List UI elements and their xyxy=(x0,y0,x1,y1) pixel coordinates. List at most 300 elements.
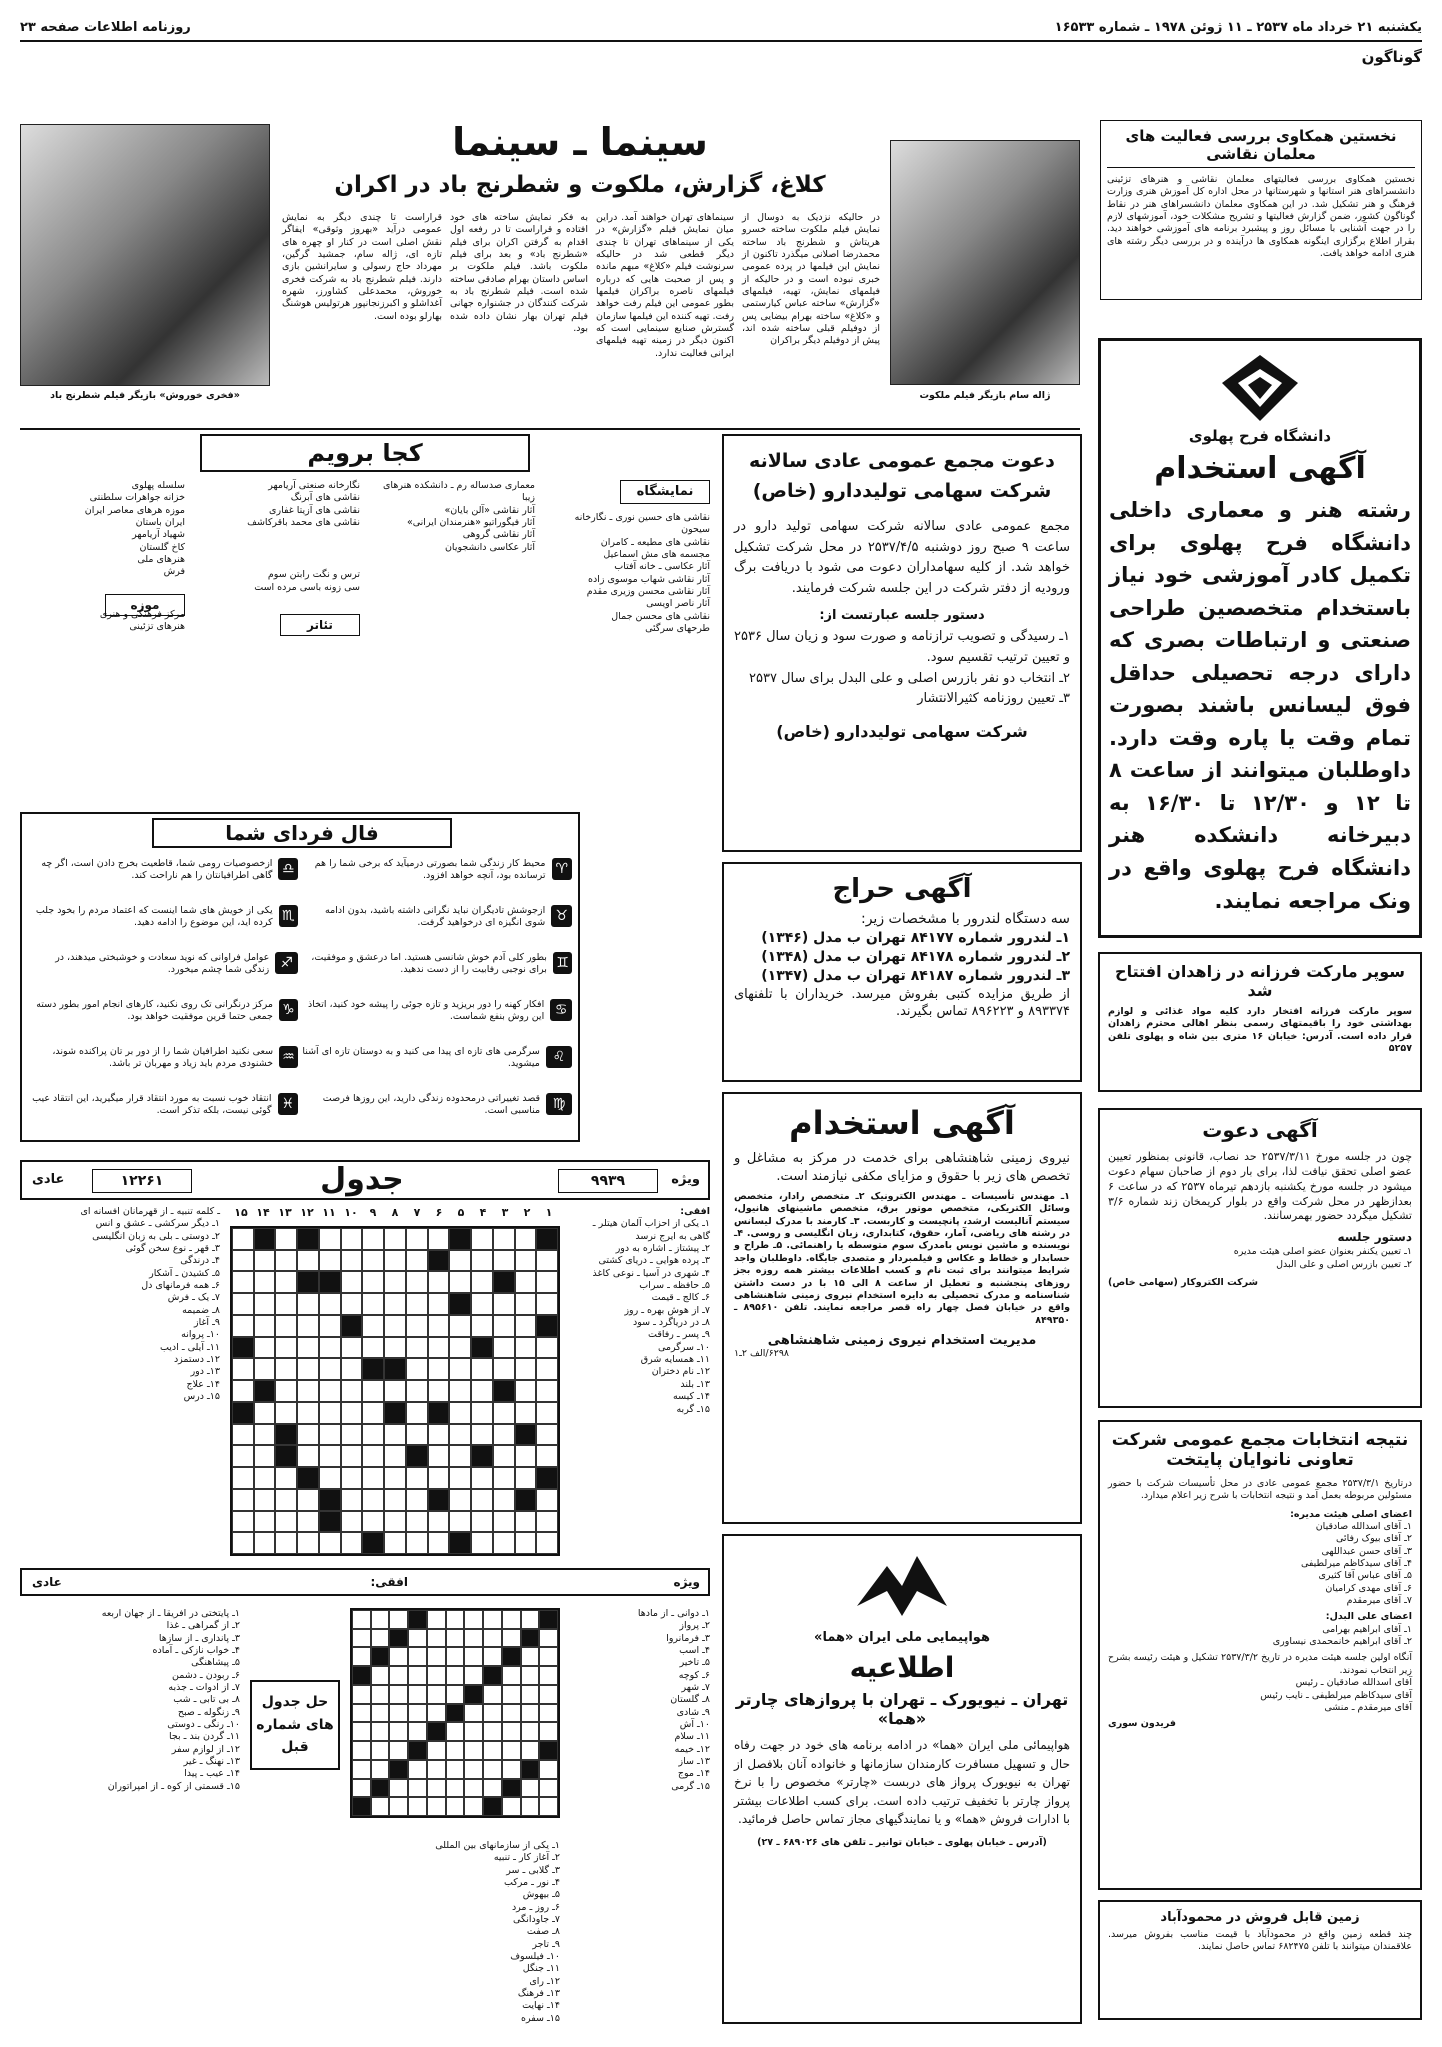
crossword-cell[interactable] xyxy=(464,1685,483,1704)
crossword-cell[interactable] xyxy=(371,1722,390,1741)
crossword-cell[interactable] xyxy=(232,1271,254,1293)
crossword-cell[interactable] xyxy=(406,1271,428,1293)
crossword-cell[interactable] xyxy=(275,1337,297,1359)
crossword-cell[interactable] xyxy=(536,1358,558,1380)
crossword-cell[interactable] xyxy=(297,1467,319,1489)
crossword-cell[interactable] xyxy=(449,1250,471,1272)
crossword-cell[interactable] xyxy=(536,1532,558,1554)
crossword-cell[interactable] xyxy=(536,1293,558,1315)
crossword-cell[interactable] xyxy=(515,1402,537,1424)
crossword-cell[interactable] xyxy=(521,1797,540,1816)
crossword-cell[interactable] xyxy=(384,1315,406,1337)
crossword-cell[interactable] xyxy=(352,1629,371,1648)
crossword-cell[interactable] xyxy=(297,1402,319,1424)
crossword-cell[interactable] xyxy=(406,1337,428,1359)
crossword-cell[interactable] xyxy=(427,1797,446,1816)
crossword-cell[interactable] xyxy=(428,1337,450,1359)
crossword2-grid[interactable] xyxy=(350,1608,560,1818)
crossword-cell[interactable] xyxy=(319,1532,341,1554)
crossword-cell[interactable] xyxy=(536,1511,558,1533)
crossword-cell[interactable] xyxy=(536,1380,558,1402)
crossword-cell[interactable] xyxy=(232,1402,254,1424)
crossword-cell[interactable] xyxy=(427,1704,446,1723)
crossword-cell[interactable] xyxy=(446,1741,465,1760)
crossword-cell[interactable] xyxy=(384,1337,406,1359)
crossword-cell[interactable] xyxy=(319,1315,341,1337)
crossword-cell[interactable] xyxy=(341,1445,363,1467)
crossword-cell[interactable] xyxy=(483,1629,502,1648)
crossword-cell[interactable] xyxy=(254,1467,276,1489)
crossword-cell[interactable] xyxy=(449,1511,471,1533)
crossword-cell[interactable] xyxy=(362,1337,384,1359)
crossword-cell[interactable] xyxy=(352,1760,371,1779)
crossword-cell[interactable] xyxy=(384,1380,406,1402)
crossword-cell[interactable] xyxy=(515,1445,537,1467)
crossword-cell[interactable] xyxy=(539,1629,558,1648)
crossword-cell[interactable] xyxy=(502,1779,521,1798)
crossword-cell[interactable] xyxy=(275,1358,297,1380)
crossword-cell[interactable] xyxy=(232,1380,254,1402)
crossword-cell[interactable] xyxy=(341,1337,363,1359)
crossword-cell[interactable] xyxy=(471,1271,493,1293)
crossword-cell[interactable] xyxy=(319,1424,341,1446)
crossword-cell[interactable] xyxy=(471,1467,493,1489)
crossword-cell[interactable] xyxy=(521,1629,540,1648)
crossword-cell[interactable] xyxy=(449,1315,471,1337)
crossword-cell[interactable] xyxy=(384,1424,406,1446)
crossword-cell[interactable] xyxy=(427,1685,446,1704)
crossword-cell[interactable] xyxy=(464,1666,483,1685)
crossword-cell[interactable] xyxy=(464,1760,483,1779)
crossword-cell[interactable] xyxy=(446,1629,465,1648)
crossword-cell[interactable] xyxy=(408,1741,427,1760)
crossword-cell[interactable] xyxy=(427,1666,446,1685)
crossword-cell[interactable] xyxy=(493,1424,515,1446)
crossword-cell[interactable] xyxy=(389,1610,408,1629)
crossword-cell[interactable] xyxy=(408,1610,427,1629)
crossword-cell[interactable] xyxy=(362,1445,384,1467)
crossword-cell[interactable] xyxy=(297,1250,319,1272)
crossword-cell[interactable] xyxy=(502,1722,521,1741)
crossword-cell[interactable] xyxy=(352,1647,371,1666)
crossword-cell[interactable] xyxy=(254,1380,276,1402)
crossword-cell[interactable] xyxy=(341,1358,363,1380)
crossword-cell[interactable] xyxy=(408,1629,427,1648)
crossword-cell[interactable] xyxy=(471,1424,493,1446)
crossword-cell[interactable] xyxy=(536,1445,558,1467)
crossword-cell[interactable] xyxy=(275,1424,297,1446)
crossword-cell[interactable] xyxy=(408,1704,427,1723)
crossword-cell[interactable] xyxy=(446,1722,465,1741)
crossword-cell[interactable] xyxy=(515,1424,537,1446)
crossword-cell[interactable] xyxy=(471,1337,493,1359)
crossword-cell[interactable] xyxy=(521,1722,540,1741)
crossword-cell[interactable] xyxy=(232,1293,254,1315)
crossword-cell[interactable] xyxy=(427,1779,446,1798)
crossword-cell[interactable] xyxy=(362,1293,384,1315)
crossword-cell[interactable] xyxy=(408,1685,427,1704)
crossword-cell[interactable] xyxy=(362,1315,384,1337)
crossword-cell[interactable] xyxy=(319,1511,341,1533)
crossword-cell[interactable] xyxy=(521,1704,540,1723)
crossword-cell[interactable] xyxy=(384,1228,406,1250)
crossword-cell[interactable] xyxy=(389,1722,408,1741)
crossword-cell[interactable] xyxy=(232,1467,254,1489)
crossword-cell[interactable] xyxy=(521,1666,540,1685)
crossword-cell[interactable] xyxy=(352,1610,371,1629)
crossword-cell[interactable] xyxy=(406,1489,428,1511)
crossword-cell[interactable] xyxy=(449,1293,471,1315)
crossword-cell[interactable] xyxy=(341,1402,363,1424)
crossword-cell[interactable] xyxy=(428,1380,450,1402)
crossword-cell[interactable] xyxy=(471,1532,493,1554)
crossword-cell[interactable] xyxy=(536,1337,558,1359)
crossword-cell[interactable] xyxy=(371,1741,390,1760)
crossword-cell[interactable] xyxy=(406,1532,428,1554)
crossword-cell[interactable] xyxy=(502,1610,521,1629)
crossword-cell[interactable] xyxy=(521,1610,540,1629)
crossword-cell[interactable] xyxy=(493,1489,515,1511)
crossword-cell[interactable] xyxy=(384,1402,406,1424)
crossword-cell[interactable] xyxy=(232,1250,254,1272)
crossword-cell[interactable] xyxy=(384,1467,406,1489)
crossword-cell[interactable] xyxy=(427,1647,446,1666)
crossword-cell[interactable] xyxy=(428,1532,450,1554)
crossword-cell[interactable] xyxy=(232,1337,254,1359)
crossword-cell[interactable] xyxy=(362,1358,384,1380)
crossword-cell[interactable] xyxy=(539,1722,558,1741)
crossword-cell[interactable] xyxy=(362,1271,384,1293)
crossword-cell[interactable] xyxy=(539,1610,558,1629)
crossword-cell[interactable] xyxy=(536,1467,558,1489)
crossword-cell[interactable] xyxy=(515,1250,537,1272)
crossword-cell[interactable] xyxy=(515,1489,537,1511)
crossword-cell[interactable] xyxy=(493,1532,515,1554)
crossword-cell[interactable] xyxy=(464,1647,483,1666)
crossword-cell[interactable] xyxy=(384,1271,406,1293)
crossword-cell[interactable] xyxy=(471,1511,493,1533)
crossword-cell[interactable] xyxy=(232,1532,254,1554)
crossword-cell[interactable] xyxy=(515,1337,537,1359)
crossword-cell[interactable] xyxy=(362,1380,384,1402)
crossword-cell[interactable] xyxy=(539,1797,558,1816)
crossword-cell[interactable] xyxy=(521,1685,540,1704)
crossword-cell[interactable] xyxy=(483,1610,502,1629)
crossword-cell[interactable] xyxy=(471,1402,493,1424)
crossword-cell[interactable] xyxy=(371,1797,390,1816)
crossword-cell[interactable] xyxy=(449,1337,471,1359)
crossword-cell[interactable] xyxy=(428,1511,450,1533)
crossword-cell[interactable] xyxy=(341,1271,363,1293)
crossword-cell[interactable] xyxy=(371,1779,390,1798)
crossword-cell[interactable] xyxy=(493,1402,515,1424)
crossword-cell[interactable] xyxy=(362,1489,384,1511)
crossword-cell[interactable] xyxy=(254,1424,276,1446)
crossword-cell[interactable] xyxy=(389,1741,408,1760)
crossword-cell[interactable] xyxy=(319,1271,341,1293)
crossword-cell[interactable] xyxy=(406,1467,428,1489)
crossword-cell[interactable] xyxy=(449,1358,471,1380)
crossword-cell[interactable] xyxy=(446,1685,465,1704)
crossword-cell[interactable] xyxy=(428,1228,450,1250)
crossword-cell[interactable] xyxy=(408,1722,427,1741)
crossword-cell[interactable] xyxy=(389,1704,408,1723)
crossword-cell[interactable] xyxy=(362,1228,384,1250)
crossword-cell[interactable] xyxy=(389,1779,408,1798)
crossword-cell[interactable] xyxy=(232,1489,254,1511)
crossword-cell[interactable] xyxy=(362,1532,384,1554)
crossword-cell[interactable] xyxy=(449,1532,471,1554)
crossword-cell[interactable] xyxy=(493,1358,515,1380)
crossword-cell[interactable] xyxy=(446,1610,465,1629)
crossword-cell[interactable] xyxy=(232,1358,254,1380)
crossword-cell[interactable] xyxy=(371,1610,390,1629)
crossword-cell[interactable] xyxy=(471,1228,493,1250)
crossword-cell[interactable] xyxy=(352,1779,371,1798)
crossword-cell[interactable] xyxy=(319,1445,341,1467)
crossword-cell[interactable] xyxy=(297,1445,319,1467)
crossword-cell[interactable] xyxy=(362,1424,384,1446)
crossword-cell[interactable] xyxy=(483,1797,502,1816)
crossword-cell[interactable] xyxy=(341,1250,363,1272)
crossword-cell[interactable] xyxy=(371,1760,390,1779)
crossword-cell[interactable] xyxy=(483,1647,502,1666)
crossword-cell[interactable] xyxy=(493,1511,515,1533)
crossword-cell[interactable] xyxy=(502,1741,521,1760)
crossword-cell[interactable] xyxy=(428,1424,450,1446)
crossword-cell[interactable] xyxy=(515,1271,537,1293)
crossword-cell[interactable] xyxy=(515,1228,537,1250)
crossword-cell[interactable] xyxy=(427,1610,446,1629)
crossword-cell[interactable] xyxy=(254,1489,276,1511)
crossword-cell[interactable] xyxy=(515,1467,537,1489)
crossword-cell[interactable] xyxy=(471,1358,493,1380)
crossword-cell[interactable] xyxy=(297,1271,319,1293)
crossword-cell[interactable] xyxy=(232,1445,254,1467)
crossword-cell[interactable] xyxy=(539,1647,558,1666)
crossword-cell[interactable] xyxy=(297,1380,319,1402)
crossword-cell[interactable] xyxy=(232,1228,254,1250)
crossword-cell[interactable] xyxy=(449,1271,471,1293)
crossword-cell[interactable] xyxy=(297,1293,319,1315)
crossword-cell[interactable] xyxy=(483,1722,502,1741)
crossword-cell[interactable] xyxy=(232,1511,254,1533)
crossword-cell[interactable] xyxy=(536,1489,558,1511)
crossword-cell[interactable] xyxy=(493,1467,515,1489)
crossword-cell[interactable] xyxy=(341,1489,363,1511)
crossword-cell[interactable] xyxy=(471,1380,493,1402)
crossword-cell[interactable] xyxy=(297,1489,319,1511)
crossword-cell[interactable] xyxy=(449,1228,471,1250)
crossword-cell[interactable] xyxy=(389,1666,408,1685)
crossword-cell[interactable] xyxy=(275,1250,297,1272)
crossword-cell[interactable] xyxy=(408,1797,427,1816)
crossword-cell[interactable] xyxy=(297,1315,319,1337)
crossword-cell[interactable] xyxy=(483,1741,502,1760)
crossword-cell[interactable] xyxy=(297,1228,319,1250)
crossword-cell[interactable] xyxy=(449,1380,471,1402)
crossword-cell[interactable] xyxy=(254,1228,276,1250)
crossword-cell[interactable] xyxy=(406,1445,428,1467)
crossword-cell[interactable] xyxy=(232,1315,254,1337)
crossword-cell[interactable] xyxy=(275,1228,297,1250)
crossword-cell[interactable] xyxy=(406,1424,428,1446)
crossword-cell[interactable] xyxy=(352,1722,371,1741)
crossword-cell[interactable] xyxy=(352,1685,371,1704)
crossword-cell[interactable] xyxy=(464,1629,483,1648)
crossword-cell[interactable] xyxy=(384,1358,406,1380)
crossword-cell[interactable] xyxy=(362,1467,384,1489)
crossword-cell[interactable] xyxy=(483,1760,502,1779)
crossword-cell[interactable] xyxy=(275,1380,297,1402)
crossword-cell[interactable] xyxy=(319,1337,341,1359)
crossword-cell[interactable] xyxy=(275,1402,297,1424)
crossword-cell[interactable] xyxy=(471,1315,493,1337)
crossword-cell[interactable] xyxy=(275,1315,297,1337)
crossword-cell[interactable] xyxy=(406,1511,428,1533)
crossword-cell[interactable] xyxy=(515,1532,537,1554)
crossword-cell[interactable] xyxy=(539,1760,558,1779)
crossword-cell[interactable] xyxy=(427,1741,446,1760)
crossword-cell[interactable] xyxy=(502,1685,521,1704)
crossword-cell[interactable] xyxy=(515,1315,537,1337)
crossword-cell[interactable] xyxy=(502,1704,521,1723)
crossword-cell[interactable] xyxy=(408,1760,427,1779)
crossword-cell[interactable] xyxy=(254,1337,276,1359)
crossword-cell[interactable] xyxy=(539,1779,558,1798)
crossword-cell[interactable] xyxy=(483,1666,502,1685)
crossword-cell[interactable] xyxy=(254,1271,276,1293)
crossword-cell[interactable] xyxy=(371,1704,390,1723)
crossword-cell[interactable] xyxy=(406,1315,428,1337)
crossword-cell[interactable] xyxy=(297,1511,319,1533)
crossword-cell[interactable] xyxy=(446,1647,465,1666)
crossword-cell[interactable] xyxy=(539,1741,558,1760)
crossword-cell[interactable] xyxy=(449,1424,471,1446)
crossword-cell[interactable] xyxy=(384,1250,406,1272)
crossword-cell[interactable] xyxy=(464,1741,483,1760)
crossword-cell[interactable] xyxy=(502,1629,521,1648)
crossword-cell[interactable] xyxy=(297,1358,319,1380)
crossword-cell[interactable] xyxy=(275,1511,297,1533)
crossword-cell[interactable] xyxy=(502,1760,521,1779)
crossword-cell[interactable] xyxy=(371,1629,390,1648)
crossword-cell[interactable] xyxy=(389,1685,408,1704)
crossword-cell[interactable] xyxy=(319,1358,341,1380)
crossword-cell[interactable] xyxy=(254,1445,276,1467)
crossword-cell[interactable] xyxy=(362,1250,384,1272)
crossword-cell[interactable] xyxy=(341,1380,363,1402)
crossword-cell[interactable] xyxy=(362,1402,384,1424)
crossword-cell[interactable] xyxy=(464,1722,483,1741)
crossword-cell[interactable] xyxy=(471,1489,493,1511)
crossword-cell[interactable] xyxy=(471,1250,493,1272)
crossword-cell[interactable] xyxy=(384,1445,406,1467)
crossword-cell[interactable] xyxy=(275,1445,297,1467)
crossword-cell[interactable] xyxy=(449,1489,471,1511)
crossword-cell[interactable] xyxy=(384,1532,406,1554)
crossword-cell[interactable] xyxy=(406,1228,428,1250)
crossword-cell[interactable] xyxy=(275,1467,297,1489)
crossword-cell[interactable] xyxy=(521,1779,540,1798)
crossword-cell[interactable] xyxy=(319,1380,341,1402)
crossword-cell[interactable] xyxy=(352,1797,371,1816)
crossword-cell[interactable] xyxy=(362,1511,384,1533)
crossword-cell[interactable] xyxy=(515,1380,537,1402)
crossword-cell[interactable] xyxy=(389,1797,408,1816)
crossword-cell[interactable] xyxy=(341,1511,363,1533)
crossword-cell[interactable] xyxy=(521,1760,540,1779)
crossword-cell[interactable] xyxy=(515,1511,537,1533)
crossword-cell[interactable] xyxy=(341,1532,363,1554)
crossword-cell[interactable] xyxy=(446,1666,465,1685)
crossword-cell[interactable] xyxy=(493,1315,515,1337)
crossword-cell[interactable] xyxy=(502,1666,521,1685)
crossword-cell[interactable] xyxy=(371,1647,390,1666)
crossword-cell[interactable] xyxy=(319,1402,341,1424)
crossword-cell[interactable] xyxy=(428,1489,450,1511)
crossword-cell[interactable] xyxy=(493,1228,515,1250)
crossword-cell[interactable] xyxy=(464,1704,483,1723)
crossword-cell[interactable] xyxy=(254,1315,276,1337)
crossword-cell[interactable] xyxy=(493,1337,515,1359)
crossword-cell[interactable] xyxy=(428,1445,450,1467)
crossword-cell[interactable] xyxy=(464,1610,483,1629)
crossword-cell[interactable] xyxy=(502,1797,521,1816)
crossword-cell[interactable] xyxy=(449,1467,471,1489)
crossword-cell[interactable] xyxy=(521,1647,540,1666)
crossword-cell[interactable] xyxy=(352,1741,371,1760)
crossword-cell[interactable] xyxy=(427,1760,446,1779)
crossword-cell[interactable] xyxy=(254,1532,276,1554)
crossword-cell[interactable] xyxy=(536,1228,558,1250)
crossword-cell[interactable] xyxy=(428,1250,450,1272)
crossword-cell[interactable] xyxy=(449,1445,471,1467)
crossword-cell[interactable] xyxy=(408,1779,427,1798)
crossword-cell[interactable] xyxy=(275,1293,297,1315)
crossword-cell[interactable] xyxy=(536,1402,558,1424)
crossword-cell[interactable] xyxy=(275,1532,297,1554)
crossword-cell[interactable] xyxy=(352,1666,371,1685)
crossword-cell[interactable] xyxy=(521,1741,540,1760)
crossword-cell[interactable] xyxy=(254,1293,276,1315)
crossword-cell[interactable] xyxy=(539,1685,558,1704)
crossword-cell[interactable] xyxy=(341,1315,363,1337)
crossword-cell[interactable] xyxy=(406,1250,428,1272)
crossword-cell[interactable] xyxy=(483,1779,502,1798)
crossword-cell[interactable] xyxy=(539,1704,558,1723)
crossword-cell[interactable] xyxy=(297,1424,319,1446)
crossword-cell[interactable] xyxy=(297,1532,319,1554)
crossword-cell[interactable] xyxy=(536,1424,558,1446)
crossword-cell[interactable] xyxy=(406,1293,428,1315)
crossword-cell[interactable] xyxy=(341,1293,363,1315)
crossword-cell[interactable] xyxy=(471,1293,493,1315)
crossword-cell[interactable] xyxy=(471,1445,493,1467)
crossword-cell[interactable] xyxy=(232,1424,254,1446)
crossword-cell[interactable] xyxy=(254,1511,276,1533)
crossword-cell[interactable] xyxy=(483,1704,502,1723)
crossword-cell[interactable] xyxy=(319,1293,341,1315)
crossword-cell[interactable] xyxy=(446,1704,465,1723)
crossword-cell[interactable] xyxy=(408,1647,427,1666)
crossword-cell[interactable] xyxy=(275,1271,297,1293)
crossword-cell[interactable] xyxy=(536,1315,558,1337)
crossword-cell[interactable] xyxy=(515,1293,537,1315)
crossword-cell[interactable] xyxy=(427,1722,446,1741)
crossword-cell[interactable] xyxy=(319,1250,341,1272)
crossword-cell[interactable] xyxy=(493,1380,515,1402)
